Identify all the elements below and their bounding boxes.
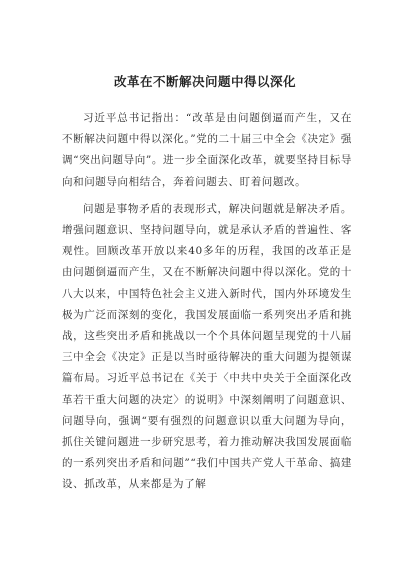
document-body (62, 108, 352, 502)
paragraph-1: 习近平总书记指出：“改革是由问题倒逼而产生，又在不断解决问题中得以深化。”党的二十届三中全会《决定》强调“突出问题导向”。进一步全面深化改革，就要坚持目标导向和问题导向相结合，奔着问题去、盯着问题改。 (62, 112, 352, 188)
paragraph-2: 问题是事物矛盾的表现形式，解决问题就是解决矛盾。增强问题意识、坚持问题导向，就是承认矛盾的普遍性、客观性。回顾改革开放以来40多年的历程，我国的改革正是由问题倒逼而产生，又在不断解决问题中得以深化。党的十八大以来，中国特色社会主义进入新时代，国内外环境发生极为广泛而深刻的变化，我国发展面临一系列突出矛盾和挑战，这些突出矛盾和挑战以一个个具体问题呈现党的十八届三中全会《决定》正是以当时亟待解决的重大问题为提领谋篇布局。习近平总书记在《关于〈中共中央关于全面深化改革若干重大问题的决定〉的说明》中深刻阐明了问题意识、问题导向，强调“要有强烈的问题意识以重大问题为导向，抓住关键问题进一步研究思考，着力推动解决我国发展面临的一系列突出矛盾和问题”“我们中国共产党人干革命、搞建设、抓改革，从来都是为了解 (62, 202, 352, 491)
document-title: 改革在不断解决问题中得以深化 (113, 74, 296, 89)
